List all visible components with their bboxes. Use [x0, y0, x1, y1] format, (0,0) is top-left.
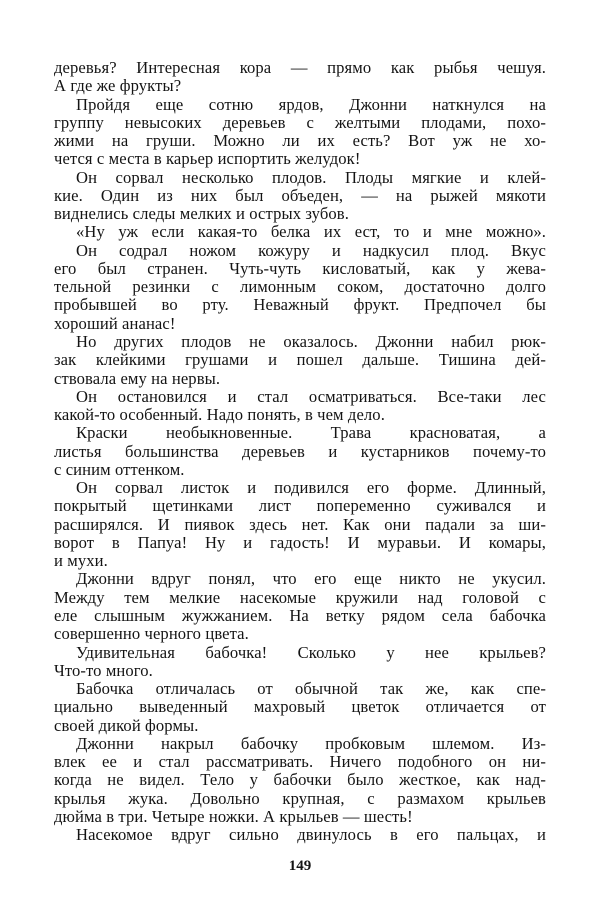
text-line: Он сорвал листок и подивился его форме. Длинный, [76, 478, 546, 498]
body-text [54, 59, 546, 844]
text-line: «Ну уж если какая-то белка их ест, то и мне можно». [76, 222, 546, 242]
text-line: крылья жука. Довольно крупная, с размахом крыльев [54, 788, 546, 808]
text-line: какой-то особенный. Надо понять, в чем дело. [54, 405, 385, 425]
text-line: Краски необыкновенные. Трава красноватая, а [76, 423, 546, 443]
text-line: и мухи. [54, 551, 108, 571]
text-line: влек ее и стал рассматривать. Ничего подобного он ни- [54, 752, 546, 772]
text-line: виднелись следы мелких и острых зубов. [54, 204, 349, 224]
text-line: дюйма в три. Четыре ножки. А крыльев — шесть! [54, 806, 413, 826]
text-line: Он содрал ножом кожуру и надкусил плод. Вкус [76, 240, 546, 260]
text-line: когда не видел. Тело у бабочки было жесткое, как над- [54, 770, 546, 790]
text-line: своей дикой формы. [54, 715, 199, 735]
text-line: Он сорвал несколько плодов. Плоды мягкие и клей- [76, 167, 546, 187]
text-line: с синим оттенком. [54, 459, 185, 479]
text-line: циально выведенный махровый цветок отличается от [54, 697, 546, 717]
text-line: жими на груши. Можно ли их есть? Вот уж не хо- [54, 131, 546, 151]
text-line: Бабочка отличалась от обычной так же, как спе- [76, 679, 546, 699]
text-line: Но других плодов не оказалось. Джонни набил рюк- [76, 331, 546, 351]
text-line: чется с места в карьер испортить желудок! [54, 149, 361, 169]
text-line: листья большинства деревьев и кустарников почему-то [54, 441, 546, 461]
text-line: Насекомое вдруг сильно двинулось в его пальцах, и [76, 825, 546, 845]
text-line: Между тем мелкие насекомые кружили над головой с [54, 587, 546, 607]
text-line: А где же фрукты? [54, 76, 182, 96]
text-line: деревья? Интересная кора — прямо как рыбья чешуя. [54, 58, 546, 77]
text-line: Пройдя еще сотню ярдов, Джонни наткнулся на [76, 94, 546, 114]
text-line: тельной резинки с лимонным соком, достаточно долго [54, 277, 546, 297]
text-line: ствовала ему на нервы. [54, 368, 221, 388]
text-line: еле слышным жужжанием. На ветку рядом села бабочка [54, 605, 546, 625]
text-line: хороший ананас! [54, 313, 176, 333]
text-line: зак клейкими грушами и пошел дальше. Тишина дей- [54, 350, 546, 370]
text-line: его был странен. Чуть-чуть кисловатый, как у жева- [54, 258, 546, 278]
text-line: ворот в Папуа! Ну и гадость! И муравьи. И комары, [54, 532, 546, 552]
text-line: покрытый щетинками лист попеременно суживался и [54, 496, 546, 516]
text-line: совершенно черного цвета. [54, 624, 249, 644]
text-line: расширялся. И пиявок здесь нет. Как они падали за ши- [54, 514, 546, 534]
text-line: Он остановился и стал осматриваться. Все-таки лес [76, 386, 546, 406]
text-line: Что-то много. [54, 660, 153, 680]
text-line: Удивительная бабочка! Сколько у нее крыльев? [76, 642, 546, 662]
text-line: Джонни накрыл бабочку пробковым шлемом. Из- [76, 733, 546, 753]
text-line: Джонни вдруг понял, что его еще никто не укусил. [76, 569, 546, 589]
page-number: 149 [288, 858, 312, 874]
text-line: кие. Один из них был объеден, — на рыжей мякоти [54, 185, 546, 205]
text-line: пробывшей во рту. Неважный фрукт. Предпочел бы [54, 295, 546, 315]
text-line: группу невысоких деревьев с желтыми плодами, похо- [54, 112, 546, 132]
